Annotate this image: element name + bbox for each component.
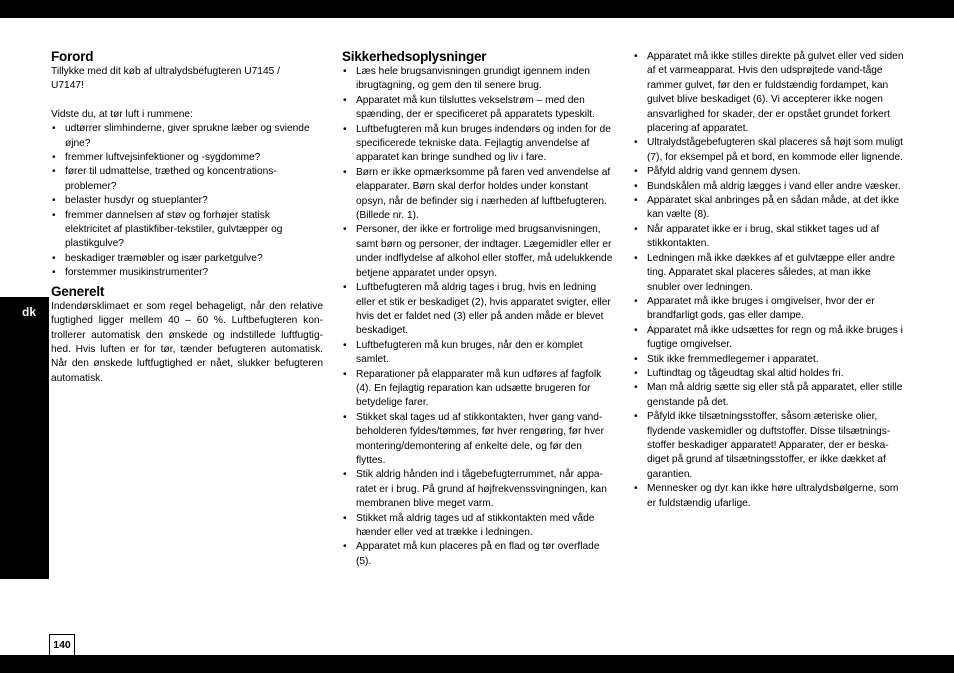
list-item: • Luftindtag og tågeudtag skal altid holdes fri.: [633, 367, 905, 381]
list-item: • Ledningen må ikke dækkes af et gulvtæppe eller andre ting. Apparatet skal placeres således, at man ikke snubler over ledningen.: [633, 252, 905, 295]
column-left: [51, 49, 323, 386]
dry-air-list: [51, 122, 323, 280]
list-item: • fremmer luftvejsinfektioner og -sygdomme?: [51, 151, 323, 165]
list-item: • Apparatet må kun tilsluttes vekselstrøm – med den spænding, der er specificeret på apparatets typeskilt.: [342, 94, 614, 123]
heading-forord: Forord: [51, 49, 94, 64]
list-item: • Luftbefugteren må kun bruges, når den er komplet samlet.: [342, 339, 614, 368]
list-item: • Ultralydstågebefugteren skal placeres så højt som muligt (7), for eksempel på et bord, en kommode eller lignende.: [633, 136, 905, 165]
safety-list: [342, 65, 614, 569]
language-tab: [0, 297, 49, 579]
language-tab-label: dk: [22, 305, 37, 319]
list-item: • beskadiger træmøbler og især parketgulve?: [51, 252, 323, 266]
heading-safety: Sikkerhedsoplysninger: [342, 49, 487, 64]
list-item: • Påfyld aldrig vand gennem dysen.: [633, 165, 905, 179]
heading-generelt: Generelt: [51, 283, 105, 299]
list-item: • Luftbefugteren må aldrig tages i brug, hvis en ledning eller et stik er beskadiget (2), hvis apparatet svigter, eller hvis det er faldet ned (3) eller på anden måde er blevet beskadiget.: [342, 281, 614, 339]
top-black-bar: [0, 0, 954, 18]
list-item: • Stikket må aldrig tages ud af stikkontakten med våde hænder eller ved at trække i ledningen.: [342, 512, 614, 541]
list-item: • Apparatet må ikke stilles direkte på gulvet eller ved siden af et varmeapparat. Hvis den udsprøjtede vand-tåge rammer gulvet, før den er fuldstændig fordampet, kan gulvet blive beskadiget (6). Vi accepterer ikke nogen ansvarlighed for skader, der er opstået grundet forkert placering af apparatet.: [633, 50, 905, 136]
list-item: • udtørrer slimhinderne, giver sprukne læber og sviende øjne?: [51, 122, 323, 151]
list-item: • fører til udmattelse, træthed og koncentrations-problemer?: [51, 165, 323, 194]
generelt-text: Indendørsklimaet er som regel behageligt, når den relative fugtighed ligger mellem 40 – 60 %. Luftbefugteren kon-trollerer automatisk den ønskede og indstillede luftfugtig-hed. Hvis luften er for tør, tænder befugteren automatisk. Når den ønskede luftfugtighed er nået, slukker befugteren automatisk.: [51, 300, 323, 384]
list-item: • Børn er ikke opmærksomme på faren ved anvendelse af elapparater. Børn skal derfor holdes under konstant opsyn, når de befinder sig i nærheden af luftbefugteren. (Billede nr. 1).: [342, 166, 614, 224]
column-right: [633, 50, 905, 511]
list-item: • Luftbefugteren må kun bruges indendørs og inden for de specificerede tekniske data. Fejlagtig anvendelse af apparatet kan bringe sundhed og liv i fare.: [342, 123, 614, 166]
list-item: • Stik aldrig hånden ind i tågebefugterrummet, når appa-ratet er i brug. På grund af højfrekvenssvingningen, kan membranen blive meget varm.: [342, 468, 614, 511]
page-number: 140: [49, 634, 75, 655]
list-item: • belaster husdyr og stueplanter?: [51, 194, 323, 208]
bottom-black-bar: [0, 655, 954, 673]
safety-list-continued: [633, 50, 905, 511]
list-item: • Mennesker og dyr kan ikke høre ultralydsbølgerne, som er fuldstændig ufarlige.: [633, 482, 905, 511]
list-item: • Læs hele brugsanvisningen grundigt igennem inden ibrugtagning, og gem den til senere brug.: [342, 65, 614, 94]
list-item: • Stikket skal tages ud af stikkontakten, hver gang vand-beholderen fyldes/tømmes, før hver rengøring, før hver montering/demontering af enkelte dele, og før den flyttes.: [342, 411, 614, 469]
list-item: • Apparatet må ikke bruges i omgivelser, hvor der er brandfarligt gods, gas eller dampe.: [633, 295, 905, 324]
list-item: • Når apparatet ikke er i brug, skal stikket tages ud af stikkontakten.: [633, 223, 905, 252]
list-item: • Bundskålen må aldrig lægges i vand eller andre væsker.: [633, 180, 905, 194]
list-item: • fremmer dannelsen af støv og forhøjer statisk elektricitet af plastikfiber-tekstiler, gulvtæpper og plastikgulve?: [51, 209, 323, 252]
list-item: • Apparatet må kun placeres på en flad og tør overflade (5).: [342, 540, 614, 569]
list-item: • Stik ikke fremmedlegemer i apparatet.: [633, 353, 905, 367]
question-text: Vidste du, at tør luft i rummene:: [51, 108, 193, 120]
list-item: • Personer, der ikke er fortrolige med brugsanvisningen, samt børn og personer, der indtager. Lægemidler eller er under indflydelse af alkohol eller stoffer, må udelukkende betjene apparatet under opsyn.: [342, 223, 614, 281]
list-item: • Reparationer på elapparater må kun udføres af fagfolk (4). En fejlagtig reparation kan udsætte brugeren for betydelige farer.: [342, 368, 614, 411]
list-item: • Man må aldrig sætte sig eller stå på apparatet, eller stille genstande på det.: [633, 381, 905, 410]
list-item: • forstemmer musikinstrumenter?: [51, 266, 323, 280]
list-item: • Apparatet skal anbringes på en sådan måde, at det ikke kan vælte (8).: [633, 194, 905, 223]
list-item: • Apparatet må ikke udsættes for regn og må ikke bruges i fugtige omgivelser.: [633, 324, 905, 353]
column-middle: [342, 49, 614, 569]
intro-text: Tillykke med dit køb af ultralydsbefugteren U7145 / U7147!: [51, 66, 280, 92]
list-item: • Påfyld ikke tilsætningsstoffer, såsom æteriske olier, flydende vaskemidler og duftstoffer. Disse tilsætnings-stoffer beskadiger apparatet! Apparater, der er beska-diget på grund af tilsætningsstoffer, er ikke dækket af garantien.: [633, 410, 905, 482]
